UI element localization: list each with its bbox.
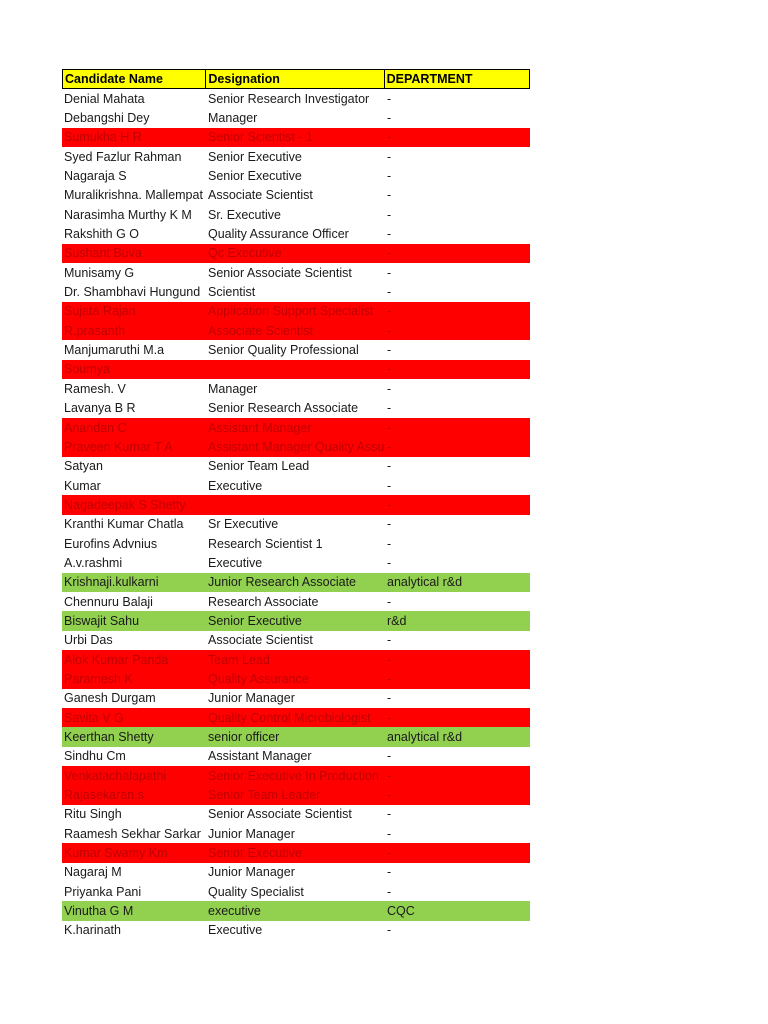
candidate-name-cell: Urbi Das — [64, 633, 113, 648]
table-row — [62, 805, 530, 824]
designation-cell: Associate Scientist — [208, 633, 313, 648]
designation-cell: Assistant Manager — [208, 749, 312, 764]
candidate-name-cell: Dr. Shambhavi Hungund — [64, 285, 201, 300]
candidate-name-cell: Satyan — [64, 459, 103, 474]
department-cell: - — [387, 188, 392, 203]
department-cell: - — [387, 304, 392, 319]
table-row — [62, 340, 530, 359]
table-row — [62, 147, 530, 166]
department-cell: - — [387, 633, 392, 648]
candidate-name-cell: Debangshi Dey — [64, 111, 150, 126]
candidate-name-cell: Ganesh Durgam — [64, 691, 156, 706]
candidate-table — [62, 69, 530, 940]
department-cell: - — [387, 478, 392, 493]
candidate-name-cell: Muralikrishna. Mallempat — [64, 188, 203, 203]
table-row — [62, 689, 530, 708]
department-cell: - — [387, 381, 392, 396]
designation-cell: Assistant Manager Quality Assu — [208, 439, 385, 454]
candidate-name-cell: Kranthi Kumar Chatla — [64, 517, 184, 532]
candidate-name-cell: Rajasekaran.s — [64, 788, 144, 803]
table-row — [62, 766, 530, 785]
candidate-name-cell: Priyanka Pani — [64, 884, 142, 899]
candidate-name-cell: Eurofins Advnius — [64, 536, 158, 551]
candidate-name-cell: Keerthan Shetty — [64, 730, 154, 745]
designation-cell: Quality Assurance — [208, 671, 309, 686]
table-row — [62, 708, 530, 727]
table-row — [62, 631, 530, 650]
candidate-name-cell: Rakshith G O — [64, 227, 140, 242]
candidate-name-cell: Lavanya B R — [64, 401, 136, 416]
designation-cell: Senior Quality Professional — [208, 343, 359, 358]
department-cell: CQC — [387, 904, 415, 919]
candidate-name-cell: Savita V G — [64, 710, 124, 725]
candidate-name-cell: Manjumaruthi M.a — [64, 343, 165, 358]
department-cell: - — [387, 149, 392, 164]
department-cell: - — [387, 768, 392, 783]
department-cell: - — [387, 923, 392, 938]
candidate-name-cell: Sumukha H R — [64, 130, 142, 145]
table-row — [62, 882, 530, 901]
table-row — [62, 901, 530, 920]
department-cell: - — [387, 846, 392, 861]
designation-cell: Research Scientist 1 — [208, 536, 323, 551]
table-row — [62, 727, 530, 746]
table-row — [62, 785, 530, 804]
department-cell: - — [387, 130, 392, 145]
table-row — [62, 418, 530, 437]
table-row — [62, 282, 530, 301]
designation-cell: Executive — [208, 923, 263, 938]
department-cell: - — [387, 710, 392, 725]
designation-cell: Senior Team Leader — [208, 788, 321, 803]
table-row — [62, 843, 530, 862]
designation-cell: Senior Executive — [208, 169, 302, 184]
department-cell: r&d — [387, 613, 407, 628]
table-row — [62, 205, 530, 224]
designation-cell: Manager — [208, 381, 258, 396]
department-cell: analytical r&d — [387, 730, 463, 745]
designation-cell: senior officer — [208, 730, 280, 745]
department-cell: - — [387, 826, 392, 841]
table-row — [62, 224, 530, 243]
designation-cell: Senior Executive — [208, 149, 302, 164]
department-cell: - — [387, 207, 392, 222]
department-cell: - — [387, 169, 392, 184]
designation-cell: Senior Associate Scientist — [208, 807, 352, 822]
table-row — [62, 166, 530, 185]
candidate-name-cell: Krishnaji.kulkarni — [64, 575, 159, 590]
department-cell: - — [387, 362, 392, 377]
table-row — [62, 592, 530, 611]
candidate-name-cell: Nagadeepak S Shetty — [64, 497, 186, 512]
candidate-name-cell: Chennuru Balaji — [64, 594, 153, 609]
candidate-name-cell: Nagaraj M — [64, 865, 122, 880]
designation-cell: Sr Executive — [208, 517, 279, 532]
designation-cell: Executive — [208, 555, 263, 570]
table-row — [62, 457, 530, 476]
table-body — [62, 89, 530, 940]
table-row — [62, 399, 530, 418]
table-row — [62, 379, 530, 398]
table-row — [62, 437, 530, 456]
department-cell: - — [387, 497, 392, 512]
designation-cell: Junior Manager — [208, 691, 295, 706]
designation-cell: Senior Research Investigator — [208, 91, 370, 106]
department-cell: - — [387, 671, 392, 686]
candidate-name-cell: Ritu Singh — [64, 807, 122, 822]
candidate-name-cell: Kumar — [64, 478, 101, 493]
department-cell: - — [387, 555, 392, 570]
department-cell: - — [387, 439, 392, 454]
designation-cell: Senior Scientist - 1 — [208, 130, 313, 145]
candidate-name-cell: Munisamy G — [64, 265, 135, 280]
candidate-name-cell: Narasimha Murthy K M — [64, 207, 192, 222]
candidate-name-cell: A.v.rashmi — [64, 555, 123, 570]
table-row — [62, 263, 530, 282]
table-row — [62, 108, 530, 127]
candidate-name-cell: Denial Mahata — [64, 91, 145, 106]
department-cell: - — [387, 865, 392, 880]
table-row — [62, 824, 530, 843]
candidate-name-cell: Vinutha G M — [64, 904, 134, 919]
table-row — [62, 515, 530, 534]
table-row — [62, 611, 530, 630]
department-cell: - — [387, 246, 392, 261]
candidate-name-cell: K.harinath — [64, 923, 121, 938]
department-cell: - — [387, 111, 392, 126]
table-row — [62, 534, 530, 553]
designation-cell: Junior Manager — [208, 826, 295, 841]
candidate-name-cell: Kumar Swamy Km — [64, 846, 168, 861]
candidate-name-cell: Sindhu Cm — [64, 749, 126, 764]
designation-cell: Qc Executive — [208, 246, 282, 261]
table-row — [62, 360, 530, 379]
department-cell: - — [387, 323, 392, 338]
designation-cell: Application Support Specialist — [208, 304, 374, 319]
candidate-name-cell: Sushant Buva — [64, 246, 142, 261]
department-cell: - — [387, 401, 392, 416]
designation-cell: Scientist — [208, 285, 256, 300]
candidate-name-cell: Biswajit Sahu — [64, 613, 140, 628]
designation-cell: Senior Executive — [208, 613, 302, 628]
candidate-name-cell: R.prasanth — [64, 323, 126, 338]
designation-cell: Senior Team Lead — [208, 459, 310, 474]
header-department: DEPARTMENT — [386, 72, 473, 86]
designation-cell: Sr. Executive — [208, 207, 281, 222]
designation-cell: Assistant Manager — [208, 420, 312, 435]
table-row — [62, 669, 530, 688]
designation-cell: Associate Scientist — [208, 188, 313, 203]
candidate-name-cell: Sujata Rajan — [64, 304, 136, 319]
candidate-name-cell: Alok Kumar Panda — [64, 652, 169, 667]
table-row — [62, 921, 530, 940]
department-cell: - — [387, 517, 392, 532]
candidate-name-cell: Anandan C — [64, 420, 127, 435]
candidate-name-cell: Paramesh K — [64, 671, 133, 686]
candidate-name-cell: Raamesh Sekhar Sarkar — [64, 826, 201, 841]
table-row — [62, 244, 530, 263]
designation-cell: executive — [208, 904, 261, 919]
candidate-name-cell: Syed Fazlur Rahman — [64, 149, 182, 164]
designation-cell: Executive — [208, 478, 263, 493]
department-cell: - — [387, 749, 392, 764]
designation-cell: Quality Control Microbiologist — [208, 710, 371, 725]
designation-cell: Manager — [208, 111, 258, 126]
designation-cell: Senior Executive In Production — [208, 768, 379, 783]
department-cell: - — [387, 91, 392, 106]
department-cell: - — [387, 536, 392, 551]
table-row — [62, 302, 530, 321]
table-row — [62, 863, 530, 882]
designation-cell: Team Lead — [208, 652, 270, 667]
department-cell: analytical r&d — [387, 575, 463, 590]
designation-cell: Quality Assurance Officer — [208, 227, 349, 242]
table-row — [62, 650, 530, 669]
department-cell: - — [387, 594, 392, 609]
candidate-name-cell: Soumya — [64, 362, 110, 377]
table-row — [62, 476, 530, 495]
department-cell: - — [387, 459, 392, 474]
table-header — [62, 69, 530, 89]
department-cell: - — [387, 343, 392, 358]
designation-cell: Senior Research Associate — [208, 401, 359, 416]
table-row — [62, 186, 530, 205]
candidate-name-cell: Praveen Kumar T A — [64, 439, 173, 454]
candidate-name-cell: Venkatachalapathi — [64, 768, 167, 783]
header-candidate-name: Candidate Name — [63, 70, 206, 88]
department-cell: - — [387, 420, 392, 435]
table-row — [62, 128, 530, 147]
designation-cell: Senior Associate Scientist — [208, 265, 352, 280]
designation-cell: Junior Manager — [208, 865, 295, 880]
department-cell: - — [387, 807, 392, 822]
designation-cell: Associate Scientist — [208, 323, 313, 338]
designation-cell: Research Associate — [208, 594, 319, 609]
department-cell: - — [387, 652, 392, 667]
table-row — [62, 747, 530, 766]
table-row — [62, 495, 530, 514]
department-cell: - — [387, 265, 392, 280]
department-cell: - — [387, 285, 392, 300]
department-cell: - — [387, 884, 392, 899]
table-row — [62, 321, 530, 340]
candidate-name-cell: Ramesh. V — [64, 381, 126, 396]
department-cell: - — [387, 691, 392, 706]
header-designation: Designation — [206, 70, 384, 88]
table-row — [62, 553, 530, 572]
designation-cell: Senior Executive — [208, 846, 302, 861]
designation-cell: Quality Specialist — [208, 884, 304, 899]
department-cell: - — [387, 227, 392, 242]
department-cell: - — [387, 788, 392, 803]
candidate-name-cell: Nagaraja S — [64, 169, 127, 184]
table-row — [62, 89, 530, 108]
table-row — [62, 573, 530, 592]
designation-cell: Junior Research Associate — [208, 575, 356, 590]
